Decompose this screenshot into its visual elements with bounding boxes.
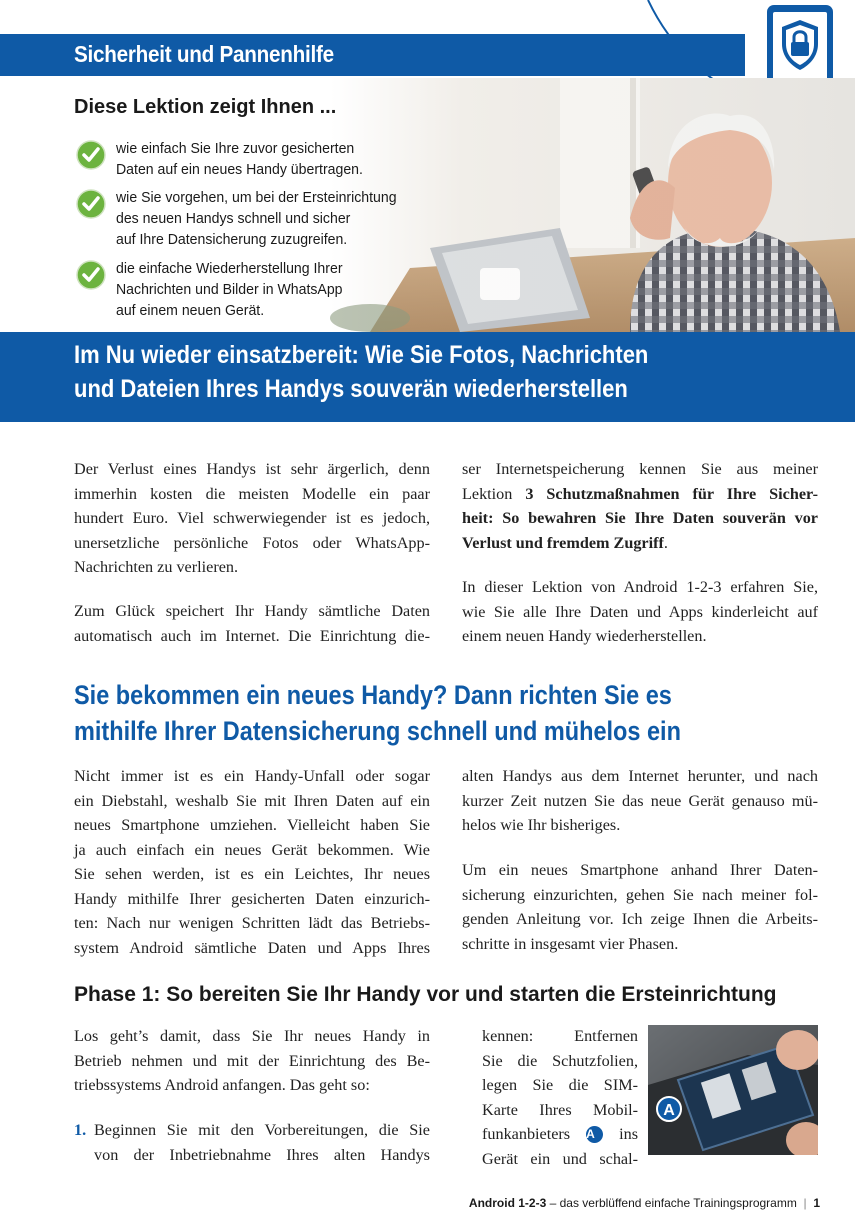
body-paragraph [74, 764, 430, 960]
text-line: legen Sie die SIM- [482, 1076, 638, 1094]
text-line: neues Smartphone umziehen. Vielleicht haben Sie [74, 816, 430, 834]
text-line: ja auch einfach ein neues Gerät bekommen. Wie [74, 840, 430, 859]
text-line: Handy mithilfe Ihrer gesicherten Daten einzurich- [74, 889, 430, 908]
bullet-line: wie Sie vorgehen, um bei der Ersteinrichtung [116, 189, 397, 206]
intro-paragraph [462, 457, 818, 555]
text-line: Nachrichten zu verlieren. [74, 558, 239, 576]
body-paragraph [462, 764, 818, 838]
text-line: ein Diebstahl, weshalb Sie mit Ihren Daten auf ein [74, 791, 430, 810]
text-line: Karte Ihres Mobil- [482, 1100, 638, 1119]
text-line: kurzer Zeit nutzen Sie das neue Gerät genauso mü- [462, 791, 818, 810]
text-line: Verlust und fremdem Zugriff. [462, 533, 668, 552]
section-heading: Sie bekommen ein neues Handy? Dann richten Sie es [74, 680, 672, 710]
intro-paragraph [74, 457, 430, 580]
page-number: 1 [813, 1196, 820, 1210]
text-line [462, 506, 818, 531]
lesson-title-line: Im Nu wieder einsatzbereit: Wie Sie Fotos, Nachrichten [74, 341, 649, 369]
text-line: alten Handys aus dem Internet herunter, und nach [462, 767, 818, 785]
lesson-reference: heit: So bewahren Sie Ihre Daten souverän vor [462, 509, 818, 527]
page-footer [0, 1196, 820, 1210]
marker-a-badge: A [586, 1126, 603, 1143]
bullet-line: auf Ihre Datensicherung zuzugreifen. [116, 231, 348, 248]
check-icon [76, 189, 106, 219]
text-line: Sie sehen werden, ist es ein Leichtes, Ihr neues [74, 865, 430, 883]
body-paragraph [462, 858, 818, 956]
text-line: In dieser Lektion von Android 1-2-3 erfahren Sie, [462, 578, 818, 596]
lesson-bullet [76, 138, 426, 182]
intro-paragraph [462, 575, 818, 649]
text-line: Nicht immer ist es ein Handy-Unfall oder sogar [74, 767, 430, 785]
lesson-reference: 3 Schutzmaßnahmen für Ihre Sicher- [525, 484, 818, 503]
text-line: system Android sämtliche Daten und Apps Ihres [74, 938, 430, 957]
text-line: Gerät ein und schal- [482, 1149, 638, 1168]
text-line: Lektion 3 Schutzmaßnahmen für Ihre Sicher- [462, 484, 818, 503]
step-text [482, 1024, 638, 1171]
footer-brand: Android 1-2-3 [468, 1196, 547, 1210]
text-line: sicherung einzurichten, gehen Sie nach meiner fol- [462, 885, 818, 904]
text-line: von der Inbetriebnahme Ihres alten Handys [94, 1145, 430, 1164]
lesson-heading: Diese Lektion zeigt Ihnen ... [74, 96, 337, 118]
bullet-line: Nachrichten und Bilder in WhatsApp [116, 281, 343, 298]
text-line: Los geht’s damit, dass Sie Ihr neues Handy in [74, 1027, 430, 1045]
text-line: einem neuen Handy wiederherstellen. [462, 627, 707, 645]
text-line: genden Anleitung vor. Ich zeige Ihnen die Arbeits- [462, 910, 818, 928]
lesson-bullet [76, 187, 426, 251]
check-icon [76, 140, 106, 170]
intro-paragraph [74, 599, 430, 648]
section-heading: mithilfe Ihrer Datensicherung schnell und mühelos ein [74, 716, 681, 746]
text-line: kennen: Entfernen [482, 1027, 638, 1045]
step-text [94, 1118, 430, 1167]
bullet-line: Daten auf ein neues Handy übertragen. [116, 161, 363, 178]
text-line: Beginnen Sie mit den Vorbereitungen, die Sie [94, 1121, 430, 1139]
bullet-line: wie einfach Sie Ihre zuvor gesicherten [116, 140, 355, 157]
text-line: automatisch auch im Internet. Die Einrichtung die- [74, 626, 430, 645]
text-line: ser Internetspeicherung kennen Sie aus meiner [462, 460, 818, 478]
text-line: schritte in insgesamt vier Phasen. [462, 934, 679, 953]
section-title: Sicherheit und Pannenhilfe [74, 41, 334, 67]
text-line: triebssystems Android anfangen. Das geht so: [74, 1076, 370, 1094]
sim-tray-photo [648, 1025, 818, 1155]
phase-heading: Phase 1: So bereiten Sie Ihr Handy vor und starten die Ersteinrichtung [74, 983, 777, 1006]
text-line: ten: Nach nur wenigen Schritten lädt das Betriebs- [74, 914, 430, 932]
footer-separator: | [803, 1196, 807, 1210]
step-number: 1. [74, 1121, 87, 1139]
lesson-bullet [76, 258, 426, 322]
check-icon [76, 260, 106, 290]
text-line: funkanbieters A ins [482, 1125, 639, 1143]
text-line: immerhin kosten die meisten Modelle ein paar [74, 484, 430, 503]
text-line: unersetzliche persönliche Fotos oder WhatsApp- [74, 533, 430, 552]
text-line: wie Sie alle Ihre Daten und Apps kinderleicht auf [462, 602, 818, 621]
text-line: helos wie Ihr bisheriges. [462, 816, 621, 834]
bullet-line: auf einem neuen Gerät. [116, 302, 265, 319]
phase-intro-paragraph [74, 1024, 430, 1098]
lesson-title-line: und Dateien Ihres Handys souverän wiederherstellen [74, 375, 628, 403]
text-line: Um ein neues Smartphone anhand Ihrer Daten- [462, 861, 818, 879]
marker-a-label: A [663, 1102, 675, 1119]
lesson-reference: Verlust und fremdem Zugriff [462, 533, 664, 552]
text-line: Der Verlust eines Handys ist sehr ärgerlich, denn [74, 460, 430, 478]
text-line: Zum Glück speichert Ihr Handy sämtliche Daten [74, 602, 430, 620]
text-line: hundert Euro. Viel schwerwiegender ist es jedoch, [74, 509, 430, 527]
text-line: Betrieb nehmen und mit der Einrichtung des Be- [74, 1051, 430, 1070]
bullet-line: des neuen Handys schnell und sicher [116, 210, 351, 227]
text-line: Sie die Schutzfolien, [482, 1051, 638, 1070]
footer-tagline: – das verblüffend einfache Trainingsprogramm [546, 1196, 797, 1210]
bullet-line: die einfache Wiederherstellung Ihrer [116, 260, 343, 277]
